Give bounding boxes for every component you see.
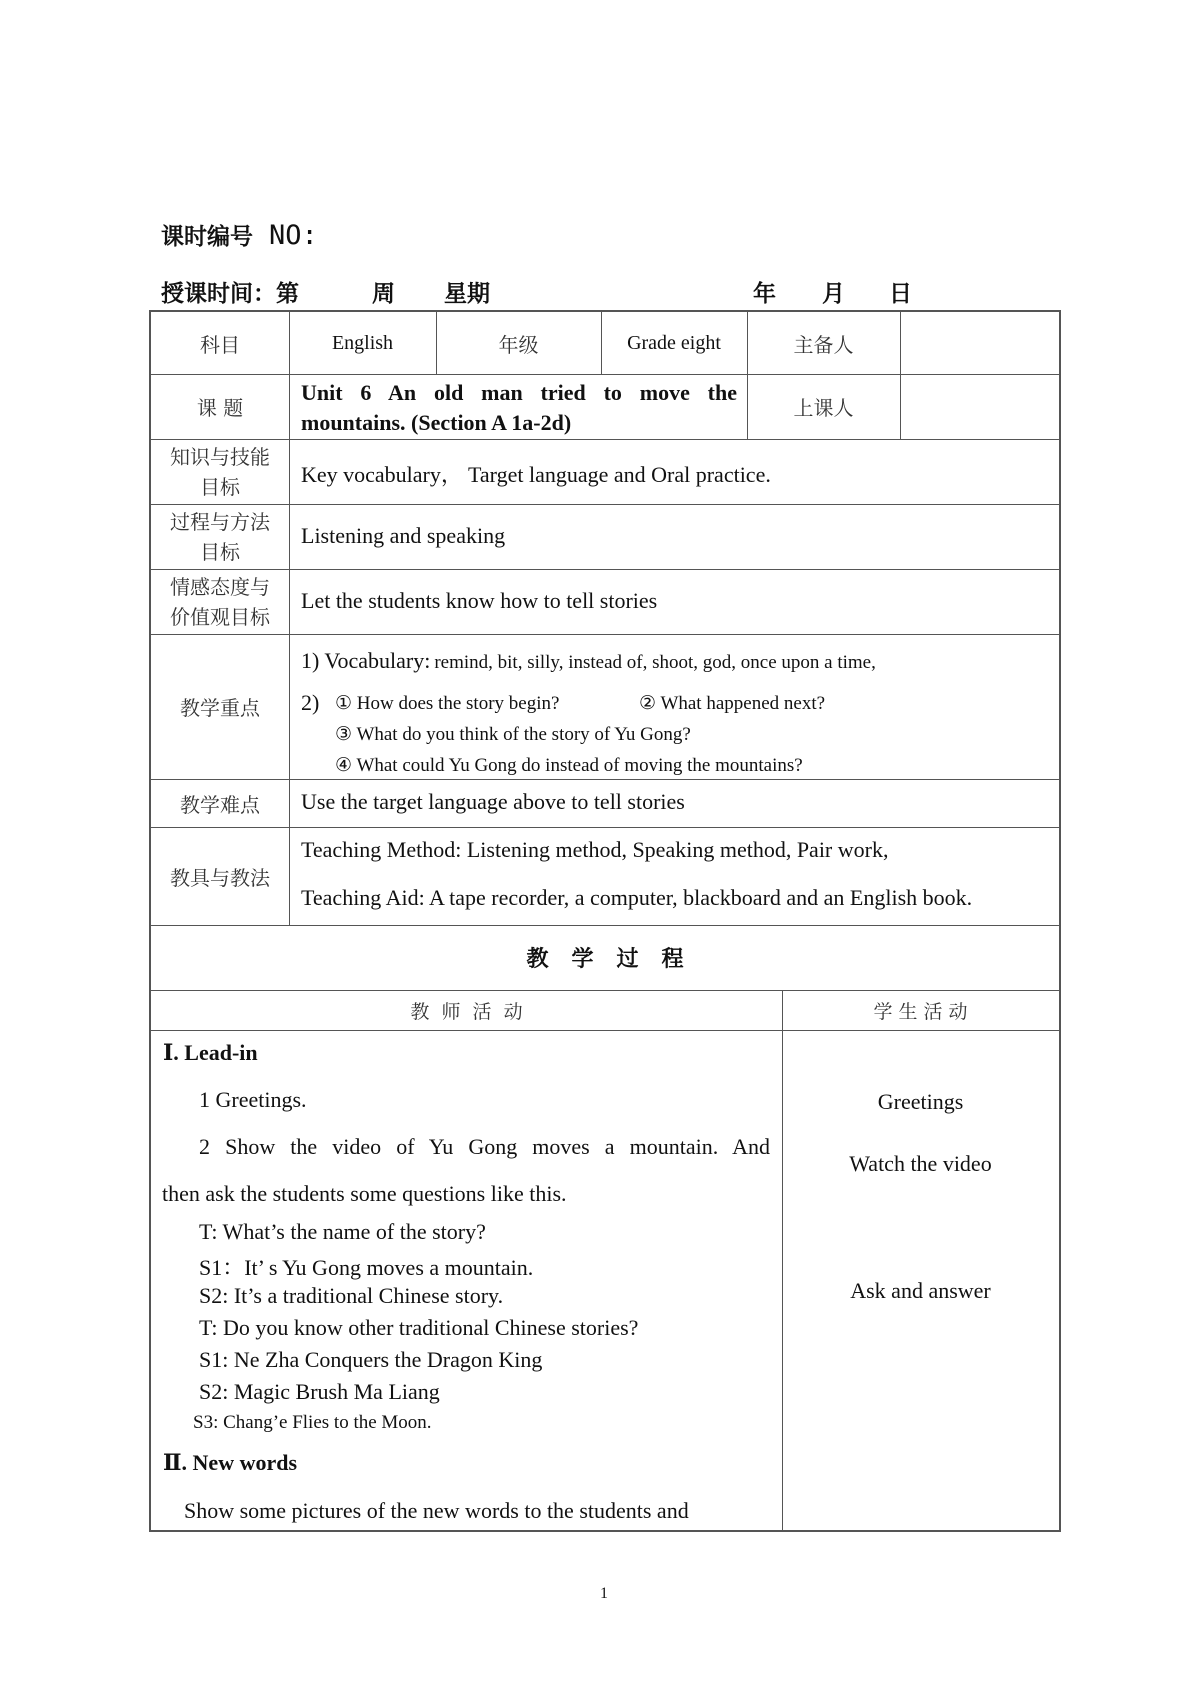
- key-vocabulary-prefix: 1) Vocabulary:: [301, 648, 431, 673]
- weekday-label: 星期: [444, 281, 490, 307]
- student-activity-header: 学 生 活 动: [873, 1000, 968, 1023]
- time-label: 授课时间：第: [161, 281, 299, 307]
- dialogue-line-1: T: What’s the name of the story?: [199, 1219, 486, 1244]
- section-lead-in-title: Ⅰ. Lead-in: [163, 1040, 258, 1065]
- teacher-value: [900, 374, 1061, 439]
- student-activity-ask-answer: Ask and answer: [850, 1278, 991, 1303]
- dialogue-line-2: S1：It’ s Yu Gong moves a mountain.: [199, 1255, 534, 1280]
- subject-value: English: [331, 331, 394, 354]
- lesson-time-line: [161, 275, 921, 308]
- topic-label: 课 题: [196, 396, 244, 420]
- teaching-method-line: Teaching Method: Listening method, Speaking method, Pair work,: [301, 837, 889, 862]
- dialogue-line-7: S3: Chang’e Flies to the Moon.: [193, 1412, 432, 1433]
- key-vocabulary-line: [301, 648, 876, 674]
- teaching-aid-line: Teaching Aid: A tape recorder, a computer, blackboard and an English book.: [301, 885, 973, 910]
- tools-methods-label: 教具与教法: [170, 865, 270, 890]
- key-question-4: ④ What could Yu Gong do instead of moving the mountains?: [335, 755, 803, 776]
- lesson-number-line: [161, 218, 318, 251]
- key-question-2: ② What happened next?: [639, 693, 826, 714]
- lesson-number-value: NO:: [269, 220, 318, 251]
- page-number: 1: [600, 1585, 608, 1602]
- subject-label: 科目: [200, 332, 240, 357]
- dialogue-line-4: T: Do you know other traditional Chinese stories?: [199, 1315, 639, 1340]
- key-question-3: ③ What do you think of the story of Yu Gong?: [335, 724, 691, 745]
- key-question-1: ① How does the story begin?: [335, 693, 560, 714]
- day-label: 日: [889, 281, 912, 307]
- week-label: 周: [372, 281, 395, 307]
- topic-line-1: Unit 6 An old man tried to move the: [301, 380, 737, 405]
- key-question-number: 2): [301, 690, 320, 715]
- emotion-label-line-2: 价值观目标: [170, 604, 270, 629]
- topic-line-2: mountains. (Section A 1a-2d): [301, 410, 572, 435]
- emotion-goal-value: Let the students know how to tell stories: [301, 588, 658, 613]
- process-goal-label: [151, 504, 289, 569]
- dialogue-line-5: S1: Ne Zha Conquers the Dragon King: [199, 1347, 543, 1372]
- preparer-label: 主备人: [793, 332, 854, 357]
- dialogue-line-6: S2: Magic Brush Ma Liang: [199, 1379, 440, 1404]
- emotion-goal-label: [151, 569, 289, 634]
- dialogue-line-3: S2: It’s a traditional Chinese story.: [199, 1283, 504, 1308]
- key-points-label: 教学重点: [180, 696, 260, 720]
- grade-label: 年级: [498, 332, 539, 357]
- process-label-line-1: 过程与方法: [170, 509, 270, 534]
- video-item-line-2: then ask the students some questions like this.: [162, 1181, 567, 1206]
- teacher-activity-header: 教 师 活 动: [410, 1000, 523, 1023]
- lesson-number-label: 课时编号: [161, 224, 253, 250]
- knowledge-label-line-2: 目标: [200, 474, 240, 499]
- grade-value: Grade eight: [627, 331, 721, 354]
- greetings-item: 1 Greetings.: [199, 1087, 307, 1112]
- knowledge-goal-value: Key vocabulary， Target language and Oral practice.: [301, 462, 771, 487]
- new-words-line-1: Show some pictures of the new words to the students and: [184, 1498, 689, 1523]
- knowledge-goal-label: [151, 439, 289, 504]
- preparer-value: [900, 312, 1061, 374]
- video-item-line-1: 2 Show the video of Yu Gong moves a mountain. And: [199, 1134, 770, 1159]
- topic-value: [301, 378, 737, 438]
- process-label-line-2: 目标: [200, 539, 240, 564]
- lesson-plan-table: [149, 310, 1061, 1532]
- difficult-points-value: Use the target language above to tell stories: [301, 789, 685, 814]
- month-label: 月: [822, 281, 845, 307]
- teacher-label: 上课人: [793, 396, 854, 420]
- student-activity-greetings: Greetings: [877, 1089, 964, 1114]
- section-new-words-title: Ⅱ. New words: [163, 1450, 298, 1475]
- key-vocabulary-words: remind, bit, silly, instead of, shoot, god, once upon a time,: [434, 652, 876, 673]
- year-label: 年: [753, 281, 776, 307]
- process-goal-value: Listening and speaking: [301, 523, 506, 548]
- knowledge-label-line-1: 知识与技能: [170, 444, 270, 469]
- teaching-process-title: 教 学 过 程: [526, 947, 684, 972]
- emotion-label-line-1: 情感态度与: [170, 574, 270, 599]
- difficult-points-label: 教学难点: [180, 792, 260, 817]
- student-activity-watch-video: Watch the video: [849, 1151, 992, 1176]
